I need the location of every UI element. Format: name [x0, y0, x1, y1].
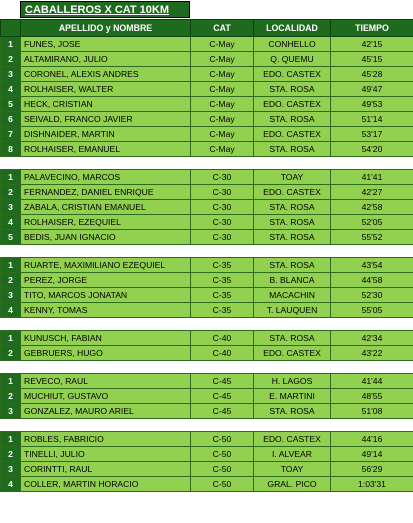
cell-name[interactable]: ROLHAISER, EZEQUIEL [21, 215, 191, 230]
table-row [1, 346, 413, 361]
empty-cell[interactable] [331, 157, 413, 170]
cell-name[interactable]: CORONEL, ALEXIS ANDRES [21, 67, 191, 82]
cell-locality[interactable]: EDO. CASTEX [254, 185, 331, 200]
cell-position[interactable]: 4 [1, 82, 21, 97]
cell-position[interactable]: 2 [1, 447, 21, 462]
table-row [1, 112, 413, 127]
group-separator [1, 157, 413, 170]
cell-position[interactable]: 1 [1, 170, 21, 185]
cell-time[interactable]: 55'52 [331, 230, 413, 245]
table-row [1, 404, 413, 419]
table-row [1, 185, 413, 200]
cell-category[interactable]: C-50 [191, 477, 254, 492]
cell-position[interactable]: 2 [1, 185, 21, 200]
cell-time[interactable]: 42'34 [331, 331, 413, 346]
group-separator [1, 419, 413, 432]
cell-name[interactable]: BEDIS, JUAN IGNACIO [21, 230, 191, 245]
cell-locality[interactable]: STA. ROSA [254, 230, 331, 245]
sheet-title[interactable]: CABALLEROS X CAT 10KM [20, 1, 190, 18]
table-row [1, 97, 413, 112]
cell-position[interactable]: 4 [1, 303, 21, 318]
empty-cell[interactable] [191, 419, 254, 432]
header-category[interactable]: CAT [191, 20, 254, 37]
empty-cell[interactable] [254, 419, 331, 432]
cell-category[interactable]: C-May [191, 67, 254, 82]
cell-locality[interactable]: MACACHIN [254, 288, 331, 303]
table-row [1, 477, 413, 492]
cell-time[interactable]: 55'05 [331, 303, 413, 318]
cell-name[interactable]: PEREZ, JORGE [21, 273, 191, 288]
cell-time[interactable]: 54'20 [331, 142, 413, 157]
cell-locality[interactable]: T. LAUQUEN [254, 303, 331, 318]
header-locality[interactable]: LOCALIDAD [254, 20, 331, 37]
cell-time[interactable]: 52'30 [331, 288, 413, 303]
header-position[interactable] [1, 20, 21, 37]
cell-locality[interactable]: STA. ROSA [254, 142, 331, 157]
cell-locality[interactable]: TOAY [254, 170, 331, 185]
cell-position[interactable]: 1 [1, 432, 21, 447]
cell-category[interactable]: C-50 [191, 462, 254, 477]
cell-time[interactable]: 42'15 [331, 37, 413, 52]
cell-name[interactable]: COLLER, MARTIN HORACIO [21, 477, 191, 492]
cell-name[interactable]: MUCHIUT, GUSTAVO [21, 389, 191, 404]
empty-cell[interactable] [21, 361, 191, 374]
empty-cell[interactable] [191, 157, 254, 170]
empty-cell[interactable] [191, 245, 254, 258]
empty-cell[interactable] [254, 318, 331, 331]
empty-cell[interactable] [1, 318, 21, 331]
empty-cell[interactable] [21, 419, 191, 432]
header-name[interactable]: APELLIDO y NOMBRE [21, 20, 191, 37]
cell-time[interactable]: 43'54 [331, 258, 413, 273]
table-row [1, 200, 413, 215]
empty-cell[interactable] [331, 318, 413, 331]
cell-position[interactable]: 1 [1, 331, 21, 346]
cell-name[interactable]: FERNANDEZ, DANIEL ENRIQUE [21, 185, 191, 200]
cell-category[interactable]: C-35 [191, 303, 254, 318]
empty-cell[interactable] [191, 361, 254, 374]
cell-locality[interactable]: STA. ROSA [254, 82, 331, 97]
cell-name[interactable]: ALTAMIRANO, JULIO [21, 52, 191, 67]
empty-cell[interactable] [254, 361, 331, 374]
results-table [0, 19, 413, 492]
cell-name[interactable]: FUNES, JOSE [21, 37, 191, 52]
cell-category[interactable]: C-30 [191, 230, 254, 245]
cell-locality[interactable]: E. MARTINI [254, 389, 331, 404]
cell-time[interactable]: 53'17 [331, 127, 413, 142]
cell-position[interactable]: 3 [1, 200, 21, 215]
cell-category[interactable]: C-40 [191, 331, 254, 346]
cell-category[interactable]: C-May [191, 97, 254, 112]
results-body [1, 37, 413, 492]
cell-time[interactable]: 49'47 [331, 82, 413, 97]
empty-cell[interactable] [191, 318, 254, 331]
title-row [0, 0, 413, 20]
empty-cell[interactable] [331, 245, 413, 258]
empty-cell[interactable] [254, 245, 331, 258]
cell-category[interactable]: C-30 [191, 170, 254, 185]
cell-category[interactable]: C-50 [191, 432, 254, 447]
cell-locality[interactable]: EDO. CASTEX [254, 67, 331, 82]
cell-position[interactable]: 3 [1, 288, 21, 303]
cell-position[interactable]: 6 [1, 112, 21, 127]
cell-position[interactable]: 3 [1, 404, 21, 419]
cell-position[interactable]: 2 [1, 52, 21, 67]
table-row [1, 170, 413, 185]
cell-name[interactable]: ROBLES, FABRICIO [21, 432, 191, 447]
group-separator [1, 245, 413, 258]
cell-time[interactable]: 41'44 [331, 374, 413, 389]
cell-category[interactable]: C-50 [191, 447, 254, 462]
cell-time[interactable]: 49'53 [331, 97, 413, 112]
cell-position[interactable]: 3 [1, 67, 21, 82]
header-time[interactable]: TIEMPO [331, 20, 413, 37]
cell-position[interactable]: 4 [1, 215, 21, 230]
cell-name[interactable]: ROLHAISER, WALTER [21, 82, 191, 97]
cell-time[interactable]: 42'27 [331, 185, 413, 200]
cell-category[interactable]: C-30 [191, 200, 254, 215]
cell-locality[interactable]: STA. ROSA [254, 112, 331, 127]
empty-cell[interactable] [21, 157, 191, 170]
table-row [1, 52, 413, 67]
cell-locality[interactable]: GRAL. PICO [254, 477, 331, 492]
cell-position[interactable]: 8 [1, 142, 21, 157]
cell-position[interactable]: 1 [1, 258, 21, 273]
cell-category[interactable]: C-45 [191, 374, 254, 389]
cell-time[interactable]: 41'41 [331, 170, 413, 185]
cell-time[interactable]: 44'16 [331, 432, 413, 447]
cell-locality[interactable]: STA. ROSA [254, 404, 331, 419]
cell-category[interactable]: C-May [191, 142, 254, 157]
cell-name[interactable]: DISHNAIDER, MARTIN [21, 127, 191, 142]
table-row [1, 432, 413, 447]
table-row [1, 142, 413, 157]
cell-time[interactable]: 44'58 [331, 273, 413, 288]
cell-category[interactable]: C-May [191, 52, 254, 67]
cell-name[interactable]: TINELLI, JULIO [21, 447, 191, 462]
cell-category[interactable]: C-30 [191, 215, 254, 230]
table-row [1, 462, 413, 477]
empty-cell[interactable] [254, 157, 331, 170]
cell-name[interactable]: PALAVECINO, MARCOS [21, 170, 191, 185]
empty-cell[interactable] [1, 157, 21, 170]
table-row [1, 303, 413, 318]
cell-time[interactable]: 56'29 [331, 462, 413, 477]
table-row [1, 127, 413, 142]
cell-category[interactable]: C-45 [191, 404, 254, 419]
empty-cell[interactable] [1, 361, 21, 374]
cell-locality[interactable]: EDO. CASTEX [254, 432, 331, 447]
table-row [1, 215, 413, 230]
cell-category[interactable]: C-40 [191, 346, 254, 361]
cell-name[interactable]: HECK, CRISTIAN [21, 97, 191, 112]
table-row [1, 273, 413, 288]
cell-time[interactable]: 1:03'31 [331, 477, 413, 492]
cell-time[interactable]: 42'58 [331, 200, 413, 215]
cell-locality[interactable]: H. LAGOS [254, 374, 331, 389]
table-row [1, 447, 413, 462]
cell-name[interactable]: GONZALEZ, MAURO ARIEL [21, 404, 191, 419]
cell-time[interactable]: 51'08 [331, 404, 413, 419]
cell-locality[interactable]: EDO. CASTEX [254, 346, 331, 361]
cell-time[interactable]: 45'15 [331, 52, 413, 67]
cell-locality[interactable]: CONHELLO [254, 37, 331, 52]
cell-time[interactable]: 52'05 [331, 215, 413, 230]
cell-locality[interactable]: STA. ROSA [254, 331, 331, 346]
group-separator [1, 361, 413, 374]
cell-category[interactable]: C-35 [191, 258, 254, 273]
empty-cell[interactable] [21, 245, 191, 258]
cell-name[interactable]: CORINTTI, RAUL [21, 462, 191, 477]
table-row [1, 389, 413, 404]
table-row [1, 37, 413, 52]
cell-locality[interactable]: STA. ROSA [254, 258, 331, 273]
table-row [1, 288, 413, 303]
table-row [1, 331, 413, 346]
cell-name[interactable]: KENNY, TOMAS [21, 303, 191, 318]
cell-position[interactable]: 2 [1, 346, 21, 361]
cell-category[interactable]: C-May [191, 127, 254, 142]
cell-name[interactable]: RUARTE, MAXIMILIANO EZEQUIEL [21, 258, 191, 273]
cell-position[interactable]: 2 [1, 273, 21, 288]
cell-name[interactable]: GEBRUERS, HUGO [21, 346, 191, 361]
cell-locality[interactable]: STA. ROSA [254, 200, 331, 215]
table-row [1, 230, 413, 245]
header-row [1, 20, 413, 37]
cell-locality[interactable]: EDO. CASTEX [254, 97, 331, 112]
cell-category[interactable]: C-35 [191, 273, 254, 288]
cell-category[interactable]: C-45 [191, 389, 254, 404]
cell-position[interactable]: 4 [1, 477, 21, 492]
empty-cell[interactable] [331, 419, 413, 432]
table-row [1, 67, 413, 82]
cell-position[interactable]: 5 [1, 97, 21, 112]
cell-locality[interactable]: TOAY [254, 462, 331, 477]
empty-cell[interactable] [331, 361, 413, 374]
cell-locality[interactable]: I. ALVEAR [254, 447, 331, 462]
cell-locality[interactable]: EDO. CASTEX [254, 127, 331, 142]
cell-name[interactable]: KUNUSCH, FABIAN [21, 331, 191, 346]
table-row [1, 258, 413, 273]
cell-position[interactable]: 3 [1, 462, 21, 477]
cell-position[interactable]: 1 [1, 374, 21, 389]
group-separator [1, 318, 413, 331]
cell-time[interactable]: 48'55 [331, 389, 413, 404]
empty-cell[interactable] [1, 245, 21, 258]
empty-cell[interactable] [1, 419, 21, 432]
cell-position[interactable]: 7 [1, 127, 21, 142]
cell-position[interactable]: 2 [1, 389, 21, 404]
cell-time[interactable]: 43'22 [331, 346, 413, 361]
cell-position[interactable]: 1 [1, 37, 21, 52]
cell-category[interactable]: C-May [191, 82, 254, 97]
cell-time[interactable]: 51'14 [331, 112, 413, 127]
cell-name[interactable]: ROLHAISER, EMANUEL [21, 142, 191, 157]
cell-category[interactable]: C-35 [191, 288, 254, 303]
cell-name[interactable]: ZABALA, CRISTIAN EMANUEL [21, 200, 191, 215]
table-row [1, 82, 413, 97]
cell-category[interactable]: C-May [191, 37, 254, 52]
cell-position[interactable]: 5 [1, 230, 21, 245]
cell-category[interactable]: C-May [191, 112, 254, 127]
cell-category[interactable]: C-30 [191, 185, 254, 200]
cell-locality[interactable]: B. BLANCA [254, 273, 331, 288]
table-row [1, 374, 413, 389]
empty-cell[interactable] [21, 318, 191, 331]
cell-time[interactable]: 45'28 [331, 67, 413, 82]
cell-name[interactable]: SEIVALD, FRANCO JAVIER [21, 112, 191, 127]
cell-name[interactable]: REVECO, RAUL [21, 374, 191, 389]
cell-locality[interactable]: STA. ROSA [254, 215, 331, 230]
cell-locality[interactable]: Q. QUEMU [254, 52, 331, 67]
cell-name[interactable]: TITO, MARCOS JONATAN [21, 288, 191, 303]
cell-time[interactable]: 49'14 [331, 447, 413, 462]
